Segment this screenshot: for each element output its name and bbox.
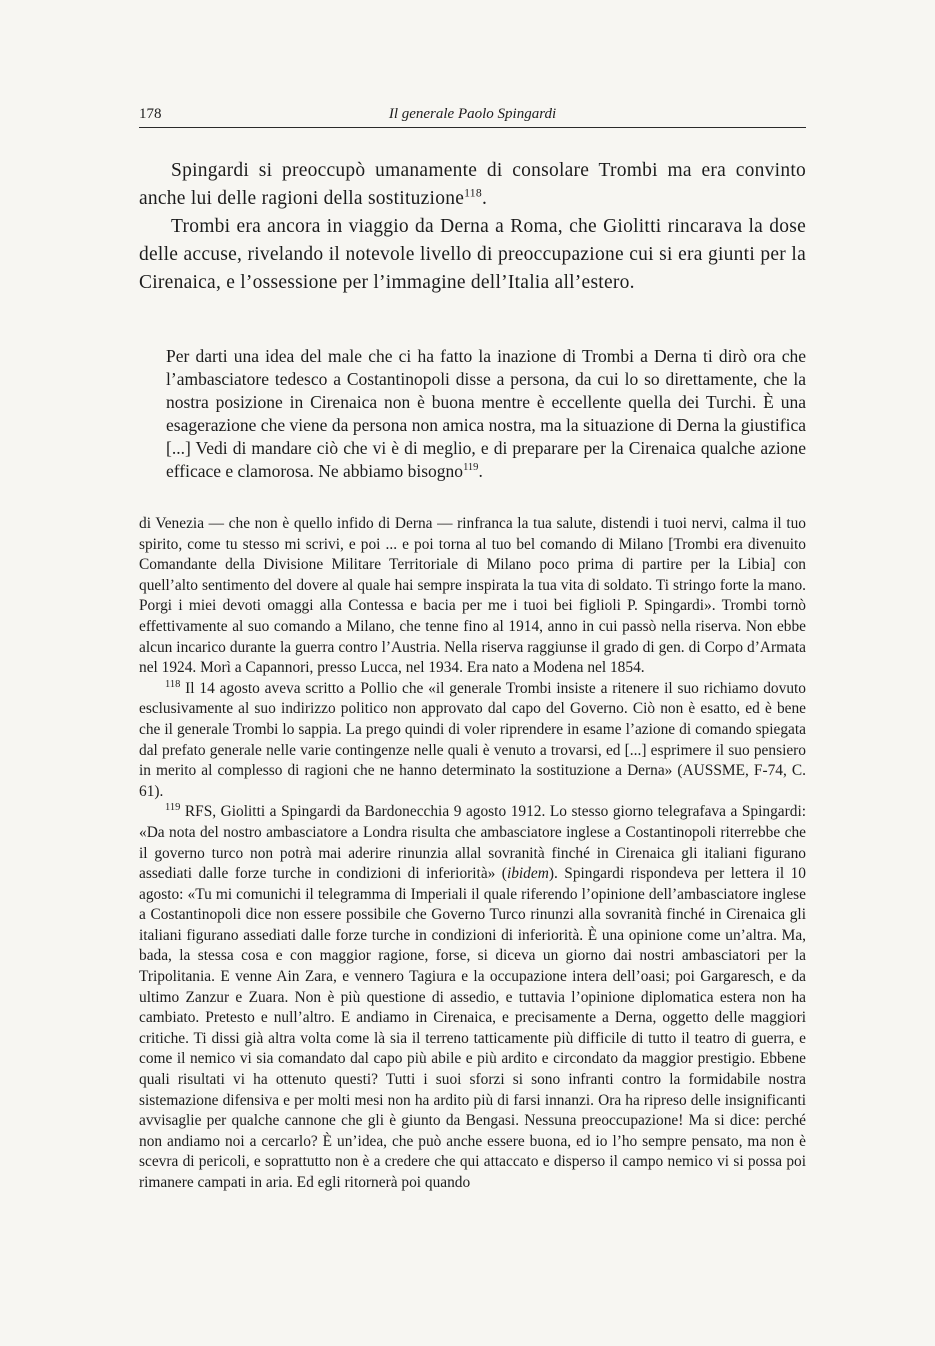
footnote-119-text-b: ). Spingardi rispondeva per lettera il 10 agosto: «Tu mi comunichi il telegramma di Imperiali il quale riferendo l’opinione dell’ambasciatore inglese a Costantinopoli dice non essere possibile che Governo Turco rinunzi alla sovranità finché in Cirenaica gli italiani figurano assediati dalle forze turche in condizioni di inferiorità. È una opinione come un’altra. Ma, bada, la stessa cosa e con maggior ragione, forse, si diceva un giorno dai nostri ambasciatori per la Tripolitania. E venne Ain Zara, e vennero Tagiura e la occupazione intera dell’oasi; poi Gargaresch, e da ultimo Zanzur e Zuara. Non è più questione di assedio, e tuttavia l’opinione diplomatica estera non ha cambiato. Pretesto e null’altro. E andiamo in Cirenaica, e precisamente a Derna, oggetto delle maggiori critiche. Ti dissi già altra volta come là sia il terreno tatticamente più difficile di tutto il teatro di guerra, e come il nemico vi sia comandato dal capo più abile e più ardito e circondato da maggior prestigio. Ebbene quali risultati vi ha ottenuto questi? Tutti i suoi sforzi si sono infranti contro la formidabile nostra sistemazione difensiva e per molti mesi non ha ardito più di farsi innanzi. Ora ha ripreso delle insignificanti avvisaglie per qualche cannone che gli è giunto da Bengasi. Nessuna preoccupazione! Ma si dice: perché non andiamo noi a cercarlo? È un’idea, che può anche essere buona, ed io l’ho sempre pensato, ma non è scevra di pericoli, e soprattutto non è a credere che qui attaccato e disperso il campo nemico vi si possa poi rimanere campati in aria. Ed egli ritornerà poi quando [139, 865, 806, 1191]
running-title: Il generale Paolo Spingardi [388, 106, 557, 122]
block-quote-end: . [478, 461, 483, 481]
footnote-ref-119: 119 [463, 462, 479, 474]
footnote-117-continued: di Venezia — che non è quello infido di Derna — rinfranca la tua salute, distendi i tuoi nervi, calma il tuo spirito, come tu stesso mi scrivi, e poi ... e poi torna al tuo bel comando di Milano [Trombi era divenuito Comandante della Divisione Militare Territoriale di Milano poco prima di partire per la Libia] con quell’alto sentimento del dovere al quale hai sempre inspirata la tua vita di soldato. Ti stringo forte la mano. Porgi i miei devoti omaggi alla Contessa e bacia per me i tuoi bei figlioli P. Spingardi». Trombi tornò effettivamente al suo comando a Milano, che tenne fino al 1914, anno in cui passò nella riserva. Non ebbe alcun incarico durante la guerra contro l’Austria. Nella riserva raggiunse il grado di gen. di Corpo d’Armata nel 1924. Morì a Capannori, presso Lucca, nel 1934. Era nato a Modena nel 1854. [139, 515, 806, 677]
footnote-ref-118: 118 [464, 186, 482, 200]
footnote-118 [139, 679, 806, 803]
header-rule [139, 127, 806, 128]
body-paragraph-1 [139, 157, 806, 213]
body-paragraph-1-end: . [481, 188, 488, 209]
footnotes [139, 514, 806, 1194]
footnote-119-number: 119 [165, 802, 181, 814]
main-text [139, 157, 806, 297]
body-paragraph-1-text: Spingardi si preoccupò umanamente di consolare Trombi ma era convinto anche lui delle ragioni della sostituzione [139, 160, 806, 209]
block-quote-text: Per darti una idea del male che ci ha fatto la inazione di Trombi a Derna ti dirò ora che l’ambasciatore tedesco a Costantinopoli disse a persona, da cui lo so direttamente, che la nostra posizione in Cirenaica non è buona mentre è eccellente quella dei Turchi. È una esagerazione che viene da persona non amica nostra, ma la situazione di Derna la giustifica [...] Vedi di mandare ciò che vi è di meglio, e di preparare per la Cirenaica qualche azione efficace e clamorosa. Ne abbiamo bisogno [166, 346, 806, 481]
block-quote [166, 345, 806, 483]
footnote-119-ibidem: ibidem [506, 865, 549, 883]
footnote-119-text-a: RFS, Giolitti a Spingardi da Bardonecchia 9 agosto 1912. Lo stesso giorno telegrafava a Spingardi: «Da nota del nostro ambasciatore a Londra risulta che ambasciatore inglese a Costantinopoli riterrebbe che il governo turco non potrà mai aderire rinunzia allal sovranità finché in Cirenaica gli italiani figurano assediati dalle forze turche in condizioni di inferiorità» ( [139, 803, 806, 883]
footnote-119 [139, 802, 806, 1193]
body-paragraph-2: Trombi era ancora in viaggio da Derna a Roma, che Giolitti rincarava la dose delle accuse, rivelando il notevole livello di preoccupazione cui si era giunti per la Cirenaica, e l’ossessione per l’immagine dell’Italia all’estero. [139, 216, 806, 293]
footnote-118-text: Il 14 agosto aveva scritto a Pollio che «il generale Trombi insiste a ritenere il suo richiamo dovuto esclusivamente al suo indirizzo politico non approvato dal capo del Governo. Ciò non è esatto, ed è bene che il generale Trombi lo sappia. La prego quindi di voler riprendere in esame l’azione di comando spiegata dal prefato generale nelle varie contingenze nelle quali è venuto a trovarsi, ed [...] esprimere il suo pensiero in merito al complesso di ragioni che ne hanno determinato la sostituzione a Derna» (AUSSME, F-74, C. 61). [139, 679, 806, 800]
footnote-118-number: 118 [165, 678, 181, 690]
page-number: 178 [139, 106, 162, 122]
block-quote-paragraph [166, 345, 806, 483]
